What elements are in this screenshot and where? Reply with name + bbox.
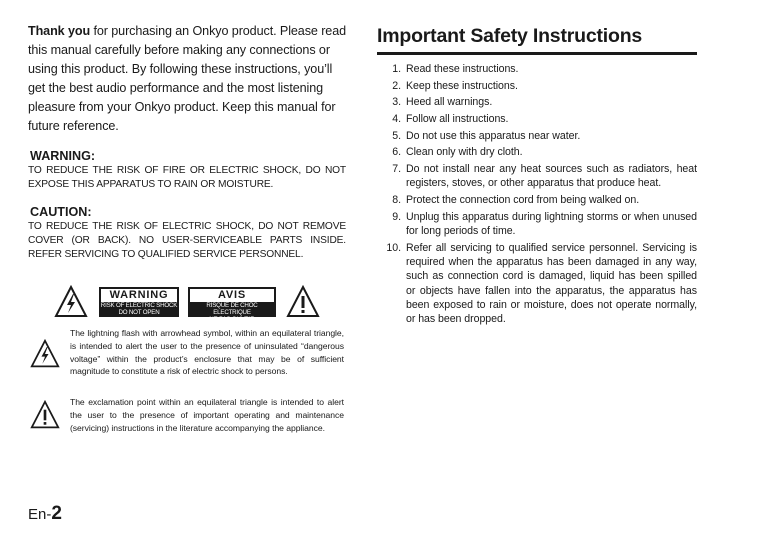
safety-instructions-list: [377, 62, 697, 327]
list-item: [377, 162, 697, 191]
list-item-text: Do not use this apparatus near water.: [406, 129, 581, 142]
list-item: [377, 145, 697, 159]
exclamation-symbol-text: The exclamation point within an equilateral triangle is intended to alert the user to the presence of important operating and maintenance (servicing) instructions in the literature accompanying the appliance.: [70, 397, 344, 433]
exclamation-symbol-block: [28, 396, 344, 434]
list-item: [377, 62, 697, 76]
lightning-triangle-icon: [54, 285, 88, 319]
list-item: [377, 193, 697, 207]
list-item-number: 4.: [392, 113, 401, 126]
intro-body: for purchasing an Onkyo product. Please read this manual carefully before making any connections or using this product. By following these instructions, you’ll get the best audio performance and the most listening pleasure from your Onkyo product. Keep this manual for future reference.: [28, 24, 347, 133]
caution-title: CAUTION:: [30, 205, 92, 219]
list-item-text: Protect the connection cord from being walked on.: [406, 194, 640, 207]
lightning-symbol-block: [28, 327, 344, 378]
avis-label: [188, 287, 276, 323]
avis-label-line1: RISQUE DE CHOC ELECTRIQUE: [206, 302, 258, 316]
list-item-text: Keep these instructions.: [406, 79, 518, 92]
warning-label-line1: RISK OF ELECTRIC SHOCK: [100, 302, 178, 309]
list-item-number: 8.: [392, 194, 401, 207]
list-item-text: Heed all warnings.: [406, 96, 493, 109]
list-item: [377, 79, 697, 93]
list-item-number: 6.: [392, 146, 401, 159]
left-column: [28, 22, 346, 262]
list-item-text: Follow all instructions.: [406, 113, 509, 126]
warning-text: TO REDUCE THE RISK OF FIRE OR ELECTRIC SHOCK, DO NOT EXPOSE THIS APPARATUS TO RAIN OR MOISTURE.: [28, 165, 346, 190]
list-item-number: 1.: [392, 63, 401, 75]
exclamation-triangle-icon: [286, 285, 320, 319]
list-item-number: 10.: [386, 241, 401, 254]
list-item-number: 2.: [392, 79, 401, 92]
list-item-text: Unplug this apparatus during lightning storms or when unused for long periods of time.: [406, 210, 697, 238]
exclamation-triangle-icon: [30, 400, 60, 430]
list-item: [377, 210, 697, 239]
caution-label-row: [54, 285, 322, 321]
list-item: [377, 241, 697, 327]
warning-label-title: WARNING: [101, 289, 177, 302]
intro-lead: Thank you: [28, 24, 91, 38]
list-item-text: Read these instructions.: [406, 63, 519, 75]
list-item-text: Refer all servicing to qualified service personnel. Servicing is required when the apparatus has been damaged in any way, such as connection cord is damaged, liquid has been spilled or objects have fallen into the apparatus, the apparatus has been exposed to rain or moisture, does not operate normally, or has been dropped.: [406, 241, 697, 326]
list-item-text: Clean only with dry cloth.: [406, 146, 523, 159]
lightning-triangle-icon: [30, 339, 60, 369]
avis-label-line2: NE PAS OUVRIR: [209, 316, 255, 323]
list-item-text: Do not install near any heat sources such as radiators, heat registers, stoves, or other apparatus that produce heat.: [406, 163, 697, 190]
page-number: [28, 503, 62, 526]
list-item-number: 5.: [392, 129, 401, 142]
heading-rule: [377, 52, 697, 55]
list-item: [377, 129, 697, 143]
safety-heading: Important Safety Instructions: [377, 25, 643, 47]
page-number-value: 2: [51, 503, 62, 524]
list-item: [377, 95, 697, 109]
right-column: [377, 22, 697, 329]
warning-label-line2: DO NOT OPEN: [118, 309, 160, 316]
avis-label-title: AVIS: [190, 289, 274, 302]
caution-text: TO REDUCE THE RISK OF ELECTRIC SHOCK, DO NOT REMOVE COVER (OR BACK). NO USER-SERVICEABLE PARTS INSIDE. REFER SERVICING TO QUALIFIED SERVICE PERSONNEL.: [28, 221, 346, 260]
intro-paragraph: [28, 22, 346, 136]
lightning-symbol-text: The lightning flash with arrowhead symbol, within an equilateral triangle, is intended to alert the user to the presence of uninsulated “dangerous voltage” within the product’s enclosure that may be of sufficient magnitude to constitute a risk of electric shock to persons.: [70, 328, 344, 377]
warning-label: [99, 287, 179, 317]
list-item-number: 7.: [392, 163, 401, 176]
list-item-number: 9.: [392, 210, 401, 223]
page-prefix: En-: [28, 506, 52, 523]
list-item-number: 3.: [392, 96, 401, 109]
list-item: [377, 112, 697, 126]
warning-title: WARNING:: [30, 149, 96, 163]
